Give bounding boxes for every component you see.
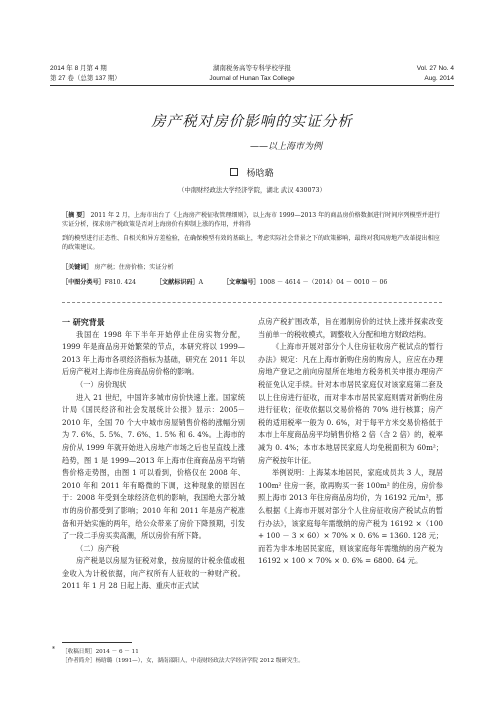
header-volume: 第 27 卷（总第 137 期）: [50, 74, 121, 82]
section-heading: 一 研究背景: [62, 317, 105, 327]
abstract-label: ［摘 要］: [62, 212, 89, 219]
keywords: [62, 262, 174, 271]
paragraph: 举例说明：上海某本地居民，家庭成员共 3 人，现居 100m² 住房一套，欲再购买一套 100m² 的住房，房价参照上海市 2013 年住房商品房均价，为 16192 元/m²，那么根据《上海市开展对部分个人住房征收房产税试点的暂行办法》，该家庭每年需缴纳的房产税为 16192 ×（100 + 100 － 3 × 60）× 70% × 0. 6% = 1360. 128 元；而若为非本地居民家庭，则该家庭每年需缴纳的房产税为 16192 × 100 × 70% × 0. 6% = 6800. 64 元。: [258, 468, 443, 566]
header-issue-date: 2014 年 8 月第 4 期: [50, 65, 107, 72]
paragraph: 我国在 1998 年下半年开始停止住房实物分配，1999 年是商品房开始繁荣的节点，本研究将以 1999—2013 年上海市各项经济指标为基础，研究在 2011 年以后房产税对上海市住房商品房价格的影响。: [62, 329, 245, 377]
abstract-part2: [62, 234, 442, 252]
article-number: [223, 279, 387, 286]
keywords-label: ［关键词］: [62, 264, 93, 271]
subsection-heading: （一）房价现状: [76, 379, 127, 389]
clc-code: [62, 279, 136, 286]
article-subtitle: ——以上海市为例: [250, 142, 323, 152]
footnote-marker: *: [52, 646, 55, 653]
doc-code: [156, 279, 203, 286]
body-right-column: [258, 316, 443, 568]
header-date-en: Aug. 2014: [424, 74, 454, 82]
keywords-text: 房产税；住房价格；实证分析: [94, 264, 174, 271]
paragraph: 房产税是以房屋为征税对象，按房屋的计税余值或租金收入为计税依据，向产权所有人征收的一种财产税。2011 年 1 月 28 日起上海、重庆市正式试: [62, 556, 245, 591]
abstract-text1: 2011 年 2 月，上海市出台了《上海房产税征收管理细则》，以上海市 1999—2013 年的商品房价格数据进行时间序列模型并进行实证分析，探求房产税政策是否对上海房价有抑制上涨的作用，并将得: [62, 212, 440, 229]
article-title: 房产税对房价影响的实证分析: [151, 114, 353, 130]
article-number-label: ［文章编号］: [222, 279, 260, 286]
article-author: [0, 166, 504, 179]
header-journal-name: [50, 64, 454, 83]
abstract-divider: [62, 302, 442, 303]
author-affiliation: （中南财经政法大学经济学院，湖北 武汉 430073）: [178, 187, 326, 194]
body-left-column: [62, 316, 245, 593]
article-number-value: 1008 － 4614 －（2014）04 － 0010 － 06: [259, 279, 388, 286]
doc-value: A: [198, 279, 204, 286]
footnote-received: ［收稿日期］2014 － 6 － 11: [62, 649, 139, 655]
author-marker-icon: [230, 168, 238, 176]
footnote: [52, 646, 442, 666]
doc-label: ［文献标识码］: [155, 279, 199, 286]
paragraph: 《上海市开展对部分个人住房征收房产税试点的暂行办法》规定：凡在上海市新购住房的购房人，应应在办理房地产登记之前向房屋所在地地方税务机关申报办理房产税征免认定手续。针对本市居民家庭仅对该家庭第二套及以上住房进行征收，而对非本市居民家庭则需对新购住房进行征收；征收依据以交易价格的 70% 进行核算；房产税的适用税率一般为 0. 6%，对于每平方米交易价格低于本市上年度商品房平均销售价格 2 倍（含 2 倍）的，税率减为 0. 4%；本市本地居民家庭人均免税面积为 60m²；房产税按年计征。: [258, 342, 443, 465]
abstract-part1: [62, 211, 442, 229]
footnote-author-bio: ［作者简介］杨晗璐（1991—），女，湖南邵阳人，中南财经政法大学经济学院 2012 级研究生。: [62, 658, 304, 664]
header-journal-en: Journal of Hunan Tax College: [209, 74, 295, 82]
abstract-text2: 到的模型进行正态性、自相关和异方差检验，在确保模型有效的基础上，考虑实际社会背景之下的政策影响，最终对我国房地产改革提出相应的政策建议。: [62, 235, 440, 252]
header-vol-no: Vol. 27 No. 4: [416, 65, 454, 72]
subsection-heading: （二）房产税: [76, 543, 120, 553]
header-volume-en: [417, 64, 454, 83]
clc-value: F810. 424: [104, 279, 137, 286]
journal-header: [50, 64, 454, 86]
author-name: 杨晗璐: [246, 169, 274, 179]
paragraph: 点房产税扩围改革，旨在遏制房价的过快上涨并探索改变当前单一的税收模式，调整收入分配和地方财政结构。: [258, 317, 443, 339]
footnote-rule: [62, 642, 132, 643]
header-rule: [50, 85, 454, 86]
header-journal-cn: 湖南税务高等专科学校学报: [213, 65, 291, 72]
paragraph: 进入 21 世纪，中国许多城市房价快速上涨。国家统计局《国民经济和社会发展统计公报》显示：2005－2010 年，全国 70 个大中城市房屋销售价格的涨幅分别为 7. 6%、5. 5%、7. 6%、1. 5% 和 6. 4%。上海市的房价从 1999 年就开始进入房地产市场之后也呈直线上涨趋势，图 1 是 1999—2013 年上海市住商商品房平均销售价格走势图，由图 1 可以看到，价格仅在 2008 年、2010 年和 2011 年有略微的下调，这种现象的原因在于：2008 年受到全球经济危机的影响，我国绝大部分城市的房价都受到了影响；2010 年和 2011 年是房产税准备和开始实施的两年，给公众带来了房价下降预期，引发了一段二手房买卖高潮，所以房价有所下降。: [62, 392, 245, 541]
classification-line: [62, 278, 442, 287]
clc-label: ［中图分类号］: [62, 279, 105, 286]
